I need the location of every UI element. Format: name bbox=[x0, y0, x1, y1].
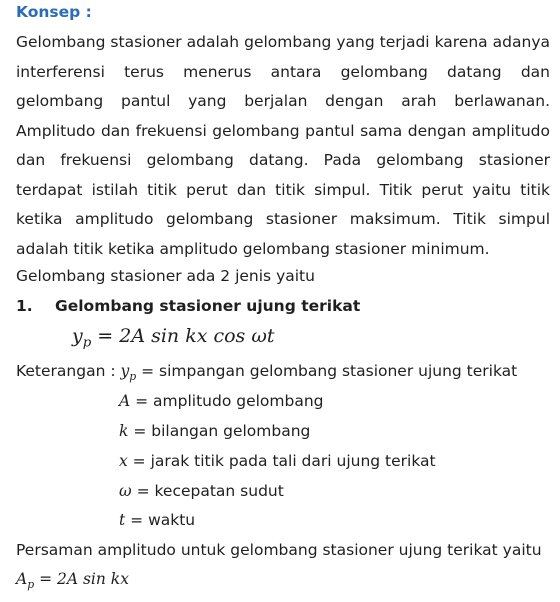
item-title: Gelombang stasioner ujung terikat bbox=[55, 297, 361, 315]
definition-symbol: k bbox=[119, 422, 129, 440]
definition-symbol-subscript: p bbox=[129, 369, 137, 383]
amplitude-intro-text: Persaman amplitudo untuk gelombang stasioner ujung terikat yaitu bbox=[16, 541, 542, 559]
definition-text: = waktu bbox=[125, 511, 196, 529]
section-heading: Konsep : bbox=[16, 3, 92, 21]
amplitude-equation bbox=[16, 570, 129, 591]
definition-row bbox=[119, 452, 436, 470]
equation-rhs: = 2A sin kx cos ωt bbox=[91, 325, 275, 347]
equation-rhs: = 2A sin kx bbox=[34, 570, 129, 588]
definition-symbol: A bbox=[119, 392, 131, 410]
definition-symbol: t bbox=[119, 511, 126, 529]
definition-text: = simpangan gelombang stasioner ujung terikat bbox=[136, 362, 518, 380]
keterangan-label bbox=[16, 362, 517, 383]
definition-text: = kecepatan sudut bbox=[131, 482, 284, 500]
equation-lhs-subscript: p bbox=[82, 335, 92, 351]
item-number: 1. bbox=[16, 297, 33, 315]
types-intro-text: Gelombang stasioner ada 2 jenis yaitu bbox=[16, 267, 315, 285]
definition-symbol: y bbox=[120, 362, 130, 380]
definition-text: = jarak titik pada tali dari ujung terikat bbox=[127, 452, 436, 470]
equation-lhs: y bbox=[72, 325, 83, 347]
definition-symbol: x bbox=[119, 452, 128, 470]
definition-text: = amplitudo gelombang bbox=[130, 392, 324, 410]
concept-paragraph: Gelombang stasioner adalah gelombang yang terjadi karena adanya interferensi terus menerus antara gelombang datang dan gelombang pantul yang berjalan dengan arah berlawanan. Amplitudo dan frekuensi gelombang pantul sama dengan amplitudo dan frekuensi gelombang datang. Pada gelombang stasioner terdapat istilah titik perut dan titik simpul. Titik perut yaitu titik ketika amplitudo gelombang stasioner maksimum. Titik simpul adalah titik ketika amplitudo gelombang stasioner minimum. bbox=[16, 33, 550, 258]
definition-text: = bilangan gelombang bbox=[128, 422, 311, 440]
equation-lhs: A bbox=[16, 570, 28, 588]
definition-row bbox=[119, 392, 324, 410]
definition-symbol: ω bbox=[119, 482, 132, 500]
definition-row bbox=[119, 422, 310, 440]
definition-row bbox=[119, 511, 195, 529]
standing-wave-equation bbox=[72, 325, 274, 351]
definition-row bbox=[119, 482, 284, 500]
equation-lhs-subscript: p bbox=[27, 577, 35, 591]
keterangan-label-text: Keterangan : bbox=[16, 362, 121, 380]
